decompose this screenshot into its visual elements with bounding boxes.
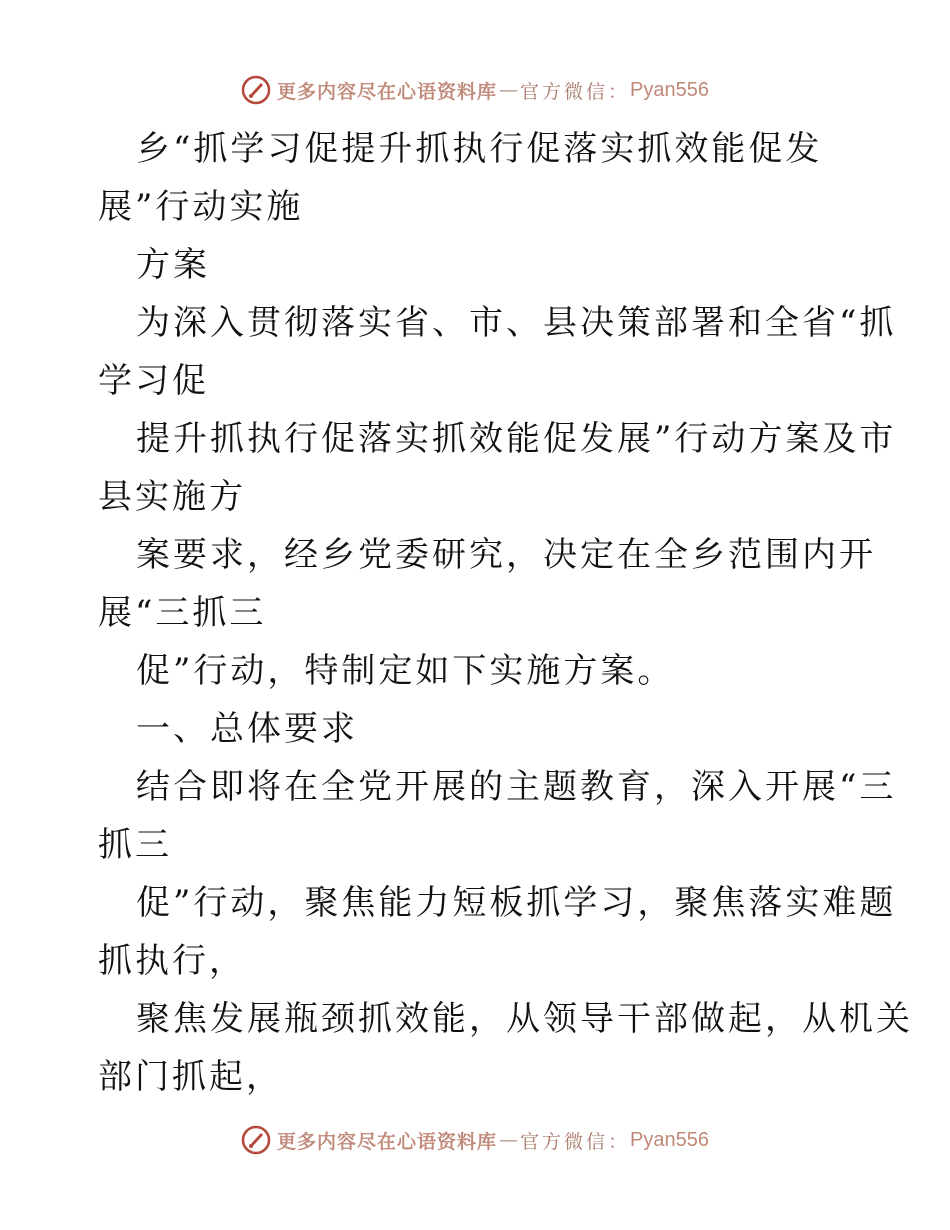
watermark-bottom (0, 1120, 950, 1160)
logo-icon (241, 1125, 271, 1155)
logo-icon (241, 75, 271, 105)
watermark-label: 官方微信： (520, 80, 631, 103)
text-line: 结合即将在全党开展的主题教育，深入开展“三 (136, 767, 897, 807)
text-line: 抓执行， (98, 941, 246, 981)
text-line: 促”行动，特制定如下实施方案。 (136, 651, 675, 691)
text-line: 案要求，经乡党委研究，决定在全乡范围内开 (136, 535, 876, 575)
watermark-text: 更多内容尽在心语资料库 (277, 80, 498, 103)
text-line: 聚焦发展瓶颈抓效能，从领导干部做起，从机关 (136, 999, 913, 1039)
text-line: 乡“抓学习促提升抓执行促落实抓效能促发 (136, 129, 823, 169)
text-line: 抓三 (98, 825, 172, 865)
text-line: 县实施方 (98, 477, 246, 517)
watermark-id: Pyan556 (630, 78, 709, 101)
text-line: 部门抓起， (98, 1057, 283, 1097)
watermark-id: Pyan556 (630, 1128, 709, 1151)
section-heading: 一、总体要求 (136, 709, 358, 749)
text-line: 方案 (136, 245, 210, 285)
text-line: 学习促 (98, 361, 209, 401)
text-line: 为深入贯彻落实省、市、县决策部署和全省“抓 (136, 303, 897, 343)
watermark-dash: — (499, 79, 519, 101)
text-line: 促”行动，聚焦能力短板抓学习，聚焦落实难题 (136, 883, 897, 923)
watermark-top (0, 70, 950, 110)
watermark-dash: — (499, 1129, 519, 1151)
watermark-text: 更多内容尽在心语资料库 (277, 1130, 498, 1153)
text-line: 展”行动实施 (98, 187, 304, 227)
text-line: 提升抓执行促落实抓效能促发展”行动方案及市 (136, 419, 897, 459)
text-line: 展“三抓三 (98, 593, 267, 633)
watermark-label: 官方微信： (520, 1130, 631, 1153)
document-body (98, 120, 913, 1106)
